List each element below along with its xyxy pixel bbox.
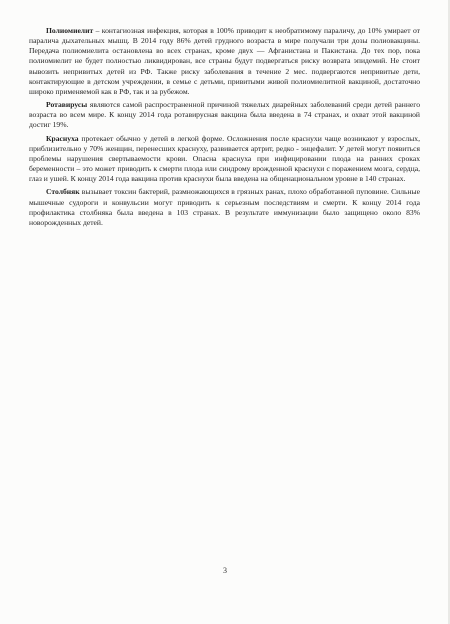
paragraph-text: – контагиозная инфекция, которая в 100% приводит к необратимому параличу, до 10% умирает от паралича дыхательных мышц. В 2014 году 86% детей грудного возраста в мире получали три дозы полиовакцины. Передача полиомиелита остановлена во всех странах, кроме двух — Афганистана и Пакистана. До тех пор, пока полиомиелит не будет полностью ликвидирован, все страны будут подвергаться риску возврата эпидемий. Не стоит вывозить непривитых детей из РФ. Также риску заболевания в течение 2 мес. подвергаются непривитые дети, контактирующие в детском учреждении, в семье с детьми, привитыми живой полиомиелитной вакциной, достаточно широко применяемой как в РФ, так и за рубежом. [29,26,420,96]
paragraph-rotavirus [29,100,420,130]
paragraph-text: протекает обычно у детей в легкой форме. Осложнения после краснухи чаще возникают у взрослых, приблизительно у 70% женщин, перенесших краснуху, развивается артрит, редко - энцефалит. У детей могут появиться проблемы нарушения свертываемости крови. Опасна краснуха при инфицировании плода на ранних сроках беременности – это может приводить к смерти плода или синдрому врожденной краснухи с поражением мозга, сердца, глаз и ушей. К концу 2014 года вакцина против краснухи была введена на общенациональном уровне в 140 странах. [29,133,420,184]
paragraph-text: являются самой распространенной причиной тяжелых диарейных заболеваний среди детей раннего возраста во всем мире. К концу 2014 года ротавирусная вакцина была введена в 74 странах, и охват этой вакциной достиг 19%. [29,100,420,130]
paragraph-lead: Полиомиелит [46,26,94,35]
paragraph-polio [29,26,420,97]
paragraph-rubella [29,134,420,185]
body-text [29,26,420,228]
paragraph-lead: Ротавирусы [46,100,88,110]
page-number: 3 [223,566,227,575]
paragraph-tetanus [29,187,420,228]
paragraph-text: вызывает токсин бактерий, размножающихся в грязных ранах, плохо обработанной пуповине. Сильные мышечные судороги и конвульсии могут приводить к серьезным последствиям и смерти. К концу 2014 года профилактика столбняка была введена в 103 странах. В результате иммунизации было защищено около 83% новорожденных детей. [29,187,420,227]
paragraph-lead: Столбняк [46,187,80,197]
paragraph-lead: Краснуха [46,133,79,143]
